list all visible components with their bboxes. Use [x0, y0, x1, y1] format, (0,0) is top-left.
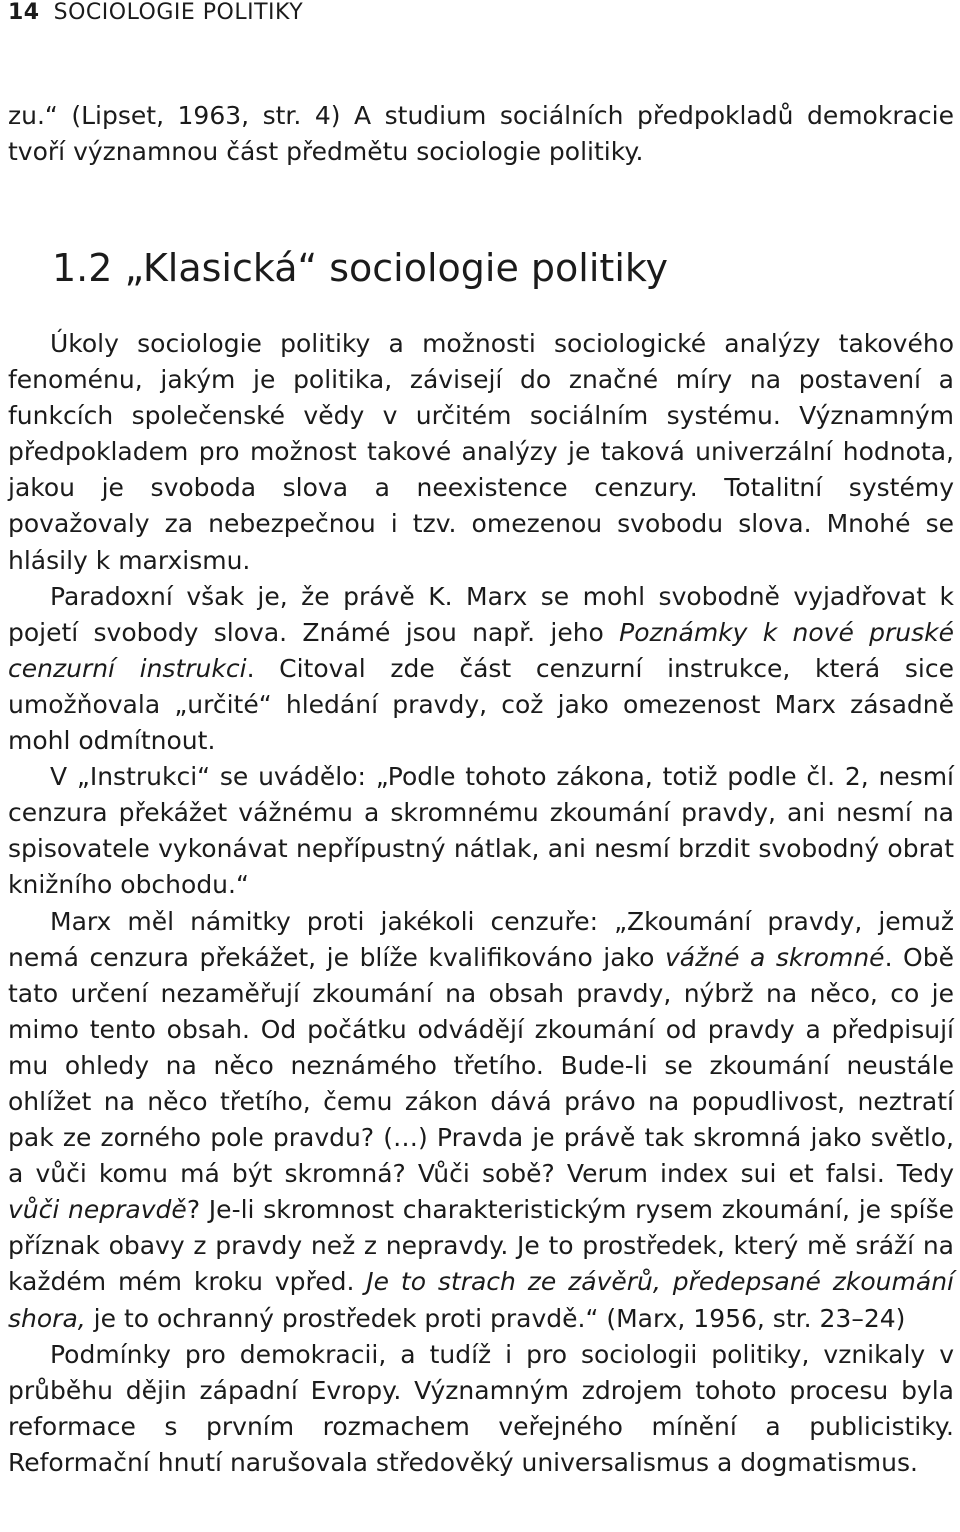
page-number: 14 [8, 0, 40, 25]
paragraph-2-text-b: . Citoval zde část cenzurní instrukce, která sice umožňovala „určité“ hledání pravdy, což jako omezenost Marx zásadně mohl odmítnout. [8, 653, 954, 756]
paragraph-4-text-b: . Obě tato určení nezaměřují zkoumání na obsah pravdy, nýbrž na něco, co je mimo tento obsah. Od počátku odvádějí zkoumání od pravdy a předpisují mu ohledy na něco neznámého třetího. Bude-li se zkoumání neustále ohlížet na něco třetího, čemu zákon dává právo na popudlivost, neztratí pak ze zorného pole pravdu? (…) Pravda je právě tak skromná jako světlo, a vůči komu má být skromná? Vůči sobě? Verum index sui et falsi. Tedy [8, 942, 954, 1189]
paragraph-4-italic-c: Je to strach ze závěrů, předepsané zkoumání shora, [8, 1267, 954, 1333]
intro-paragraph: zu.“ (Lipset, 1963, str. 4) A studium sociálních předpokladů demokracie tvoří významnou část předmětu sociologie politiky. [8, 101, 954, 167]
page-header [8, 0, 303, 26]
paragraph-4-italic-a: vážné a skromné [665, 942, 885, 972]
paragraph-1: Úkoly sociologie politiky a možnosti sociologické analýzy takového fenoménu, jakým je politika, závisejí do značné míry na postavení a funkcích společenské vědy v určitém sociálním systému. Významným předpokladem pro možnost takové analýzy je taková univerzální hodnota, jakou je svoboda slova a neexistence cenzury. Totalitní systémy považovaly za nebezpečnou i tzv. omezenou svobodu slova. Mnohé se hlásily k marxismu. [8, 329, 954, 575]
paragraph-4 [8, 904, 954, 1337]
paragraph-4-text-a: Marx měl námitky proti jakékoli cenzuře: „Zkoumání pravdy, jemuž nemá cenzura překážet, je blíže kvalifikováno jako [8, 906, 954, 972]
paragraph-3: V „Instrukci“ se uvádělo: „Podle tohoto zákona, totiž podle čl. 2, nesmí cenzura překážet vážnému a skromnému zkoumání pravdy, ani nesmí na spisovatele vykonávat nepřípustný nátlak, ani nesmí brzdit svobodný obrat knižního obchodu.“ [8, 762, 954, 900]
body-text [8, 326, 954, 1481]
paragraph-4-text-c: ? Je-li skromnost charakteristickým rysem zkoumání, je spíše příznak obavy z pravdy než z nepravdy. Je to prostředek, který mě sráží na každém mém kroku vpřed. [8, 1195, 955, 1297]
section-title: 1.2 „Klasická“ sociologie politiky [52, 246, 669, 290]
paragraph-4-text-d: je to ochranný prostředek proti pravdě.“ (Marx, 1956, str. 23–24) [85, 1303, 906, 1333]
paragraph-5: Podmínky pro demokracii, a tudíž i pro sociologii politiky, vznikaly v průběhu dějin západní Evropy. Významným zdrojem tohoto procesu byla reformace s prvním rozmachem veřejného mínění a publicistiky. Reformační hnutí narušovala středověký universalismus a dogmatismus. [8, 1339, 954, 1477]
paragraph-2 [8, 579, 954, 759]
paragraph-2-text-a: Paradoxní však je, že právě K. Marx se mohl svobodně vyjadřovat k pojetí svobody slova. Známé jsou např. jeho [8, 581, 954, 647]
running-title: SOCIOLOGIE POLITIKY [53, 0, 304, 25]
paragraph-2-italic-title: Poznámky k nové pruské cenzurní instrukci [8, 617, 954, 683]
paragraph-4-italic-b: vůči nepravdě [8, 1195, 187, 1225]
